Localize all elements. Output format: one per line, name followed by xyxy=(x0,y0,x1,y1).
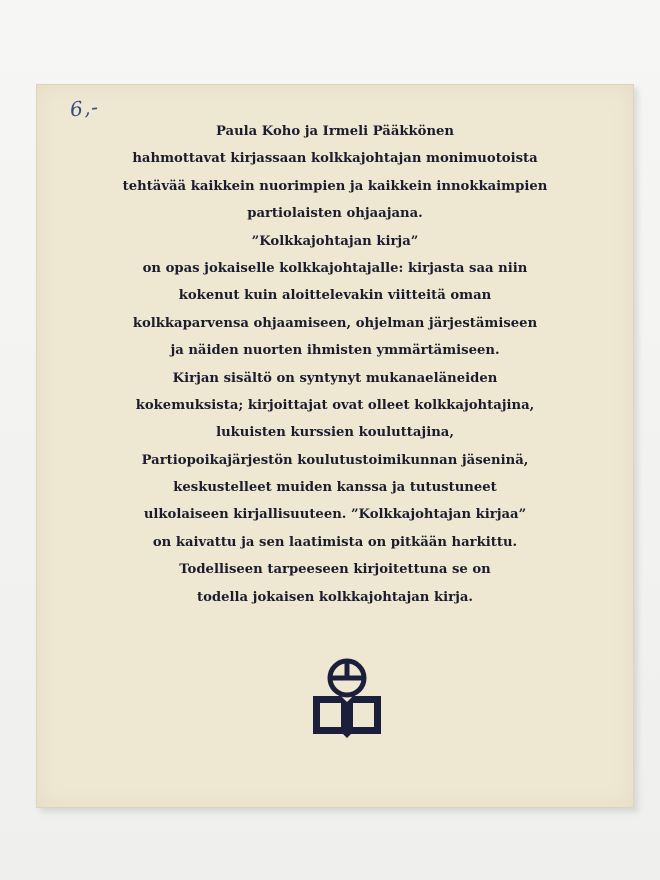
text-line: tehtävää kaikkein nuorimpien ja kaikkein innokkaimpien xyxy=(122,178,548,194)
text-line: kokemuksista; kirjoittajat ovat olleet kolkkajohtajina, xyxy=(135,397,535,413)
handwritten-price: 6,- xyxy=(68,94,101,122)
text-line: lukuisten kurssien kouluttajina, xyxy=(216,425,454,441)
text-line: on opas jokaiselle kolkkajohtajalle: kirjasta saa niin xyxy=(142,260,528,276)
text-line: Partiopoikajärjestön koulutustoimikunnan jäseninä, xyxy=(141,452,529,468)
text-line: partiolaisten ohjaajana. xyxy=(247,206,423,222)
text-line: todella jokaisen kolkkajohtajan kirja. xyxy=(197,589,473,605)
publisher-logo-icon xyxy=(309,656,385,740)
back-cover-text xyxy=(36,118,634,611)
text-line: hahmottavat kirjassaan kolkkajohtajan monimuotoista xyxy=(132,151,538,167)
text-line: Kirjan sisältö on syntynyt mukanaeläneiden xyxy=(172,370,498,386)
text-line: kokenut kuin aloittelevakin viitteitä oman xyxy=(178,288,492,304)
text-line: on kaivattu ja sen laatimista on pitkään harkittu. xyxy=(152,534,518,550)
text-line: ulkolaiseen kirjallisuuteen. ”Kolkkajohtajan kirjaa” xyxy=(143,507,527,523)
text-line: keskustelleet muiden kanssa ja tutustuneet xyxy=(173,480,497,496)
logo-book-left-page xyxy=(320,703,341,727)
text-line: ja näiden nuorten ihmisten ymmärtämiseen. xyxy=(170,343,500,359)
text-line: Todelliseen tarpeeseen kirjoitettuna se on xyxy=(179,562,491,578)
text-line: Paula Koho ja Irmeli Pääkkönen xyxy=(215,124,455,139)
text-line: kolkkaparvensa ohjaamiseen, ohjelman järjestämiseen xyxy=(132,315,538,331)
logo-book-right-page xyxy=(353,703,374,727)
text-line: ”Kolkkajohtajan kirja” xyxy=(251,233,419,249)
